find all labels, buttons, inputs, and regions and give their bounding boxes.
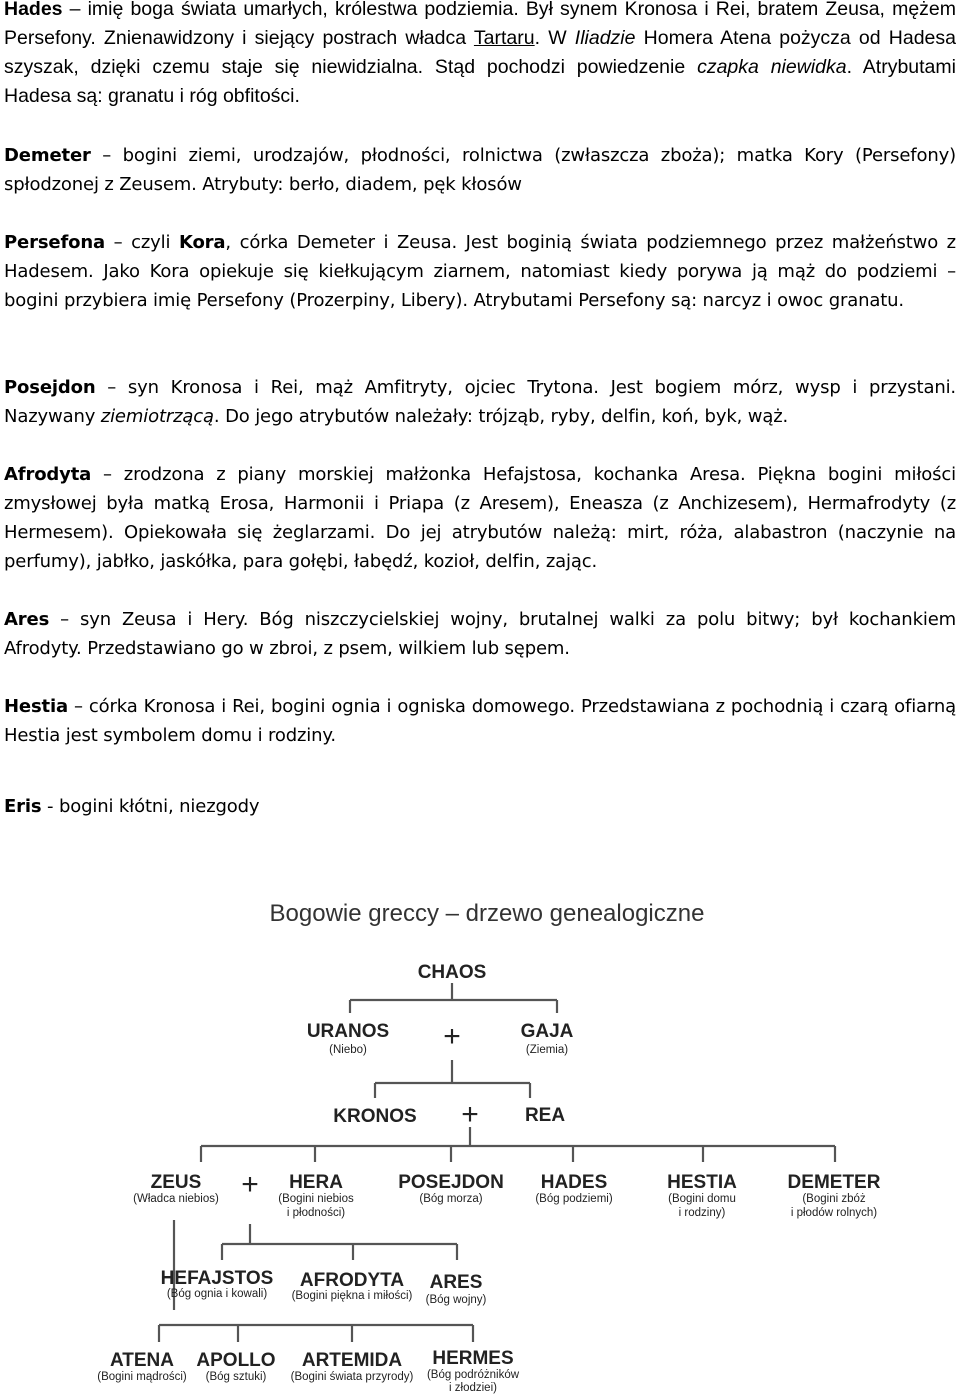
term-hestia: Hestia (4, 696, 69, 717)
term-kora: Kora (178, 232, 226, 253)
node-hefajstos-sub: (Bóg ognia i kowali) (166, 1288, 268, 1300)
term-persefona: Persefona (4, 232, 106, 253)
node-uranos-sub: (Niebo) (329, 1044, 367, 1056)
paragraph-persefona (4, 228, 956, 315)
paragraph-ares (4, 605, 956, 663)
node-hestia-sub-1: (Bogini domu (668, 1193, 736, 1205)
plus-kronos-rea: + (461, 1098, 479, 1131)
paragraph-hestia (4, 692, 956, 750)
node-posejdon-sub: (Bóg morza) (419, 1193, 483, 1205)
text-hades-4: . Atrybutami Hadesa są: granatu i róg obfitości. (4, 56, 956, 107)
node-apollo-sub: (Bóg sztuki) (205, 1371, 267, 1383)
node-demeter-sub-1: (Bogini zbóż (802, 1193, 866, 1205)
node-gaja-sub: (Ziemia) (525, 1044, 569, 1056)
node-gaja: GAJA (520, 1021, 574, 1042)
term-hades: Hades (4, 0, 63, 20)
node-artemida-sub: (Bogini świata przyrody) (290, 1371, 414, 1383)
link-tartar[interactable]: Tartaru (473, 27, 535, 49)
node-hefajstos: HEFAJSTOS (160, 1268, 274, 1289)
node-afrodyta-sub: (Bogini piękna i miłości) (291, 1290, 413, 1302)
node-apollo: APOLLO (196, 1350, 276, 1371)
node-hermes-sub-2: i złodziei) (449, 1382, 497, 1394)
text-ares: – syn Zeusa i Hery. Bóg niszczycielskiej wojny, brutalnej walki za polu bitwy; był kochankiem Afrodyty. Przedstawiano go w zbroi, z psem, wilkiem lub sępem. (4, 609, 956, 659)
paragraph-posejdon (4, 373, 956, 431)
plus-zeus-hera: + (241, 1168, 259, 1201)
text-persefona-1: – czyli (105, 232, 179, 253)
text-eris: - bogini kłótni, niezgody (41, 796, 260, 817)
node-hermes-sub-1: (Bóg podróżników (426, 1369, 520, 1381)
plus-uranos-gaja: + (443, 1020, 461, 1053)
node-hera: HERA (289, 1172, 343, 1193)
text-ziemiotrzaca: ziemiotrzącą (100, 406, 214, 427)
line-rea-children (201, 1127, 835, 1162)
node-posejdon: POSEJDON (398, 1172, 504, 1193)
text-afrodyta: – zrodzona z piany morskiej małżonka Hefajstosa, kochanka Aresa. Piękna bogini miłości zmysłowej była matką Erosa, Harmonii i Priapa (z Aresem), Eneasza (z Anchizesem), Hermafrodyty (z Hermesem). Opiekowała się żeglarzami. Do jej atrybutów należą: mirt, róża, alabastron (naczynie na perfumy), jabłko, jaskółka, para gołębi, łabędź, kozioł, delfin, zając. (4, 464, 956, 572)
node-hermes: HERMES (432, 1348, 514, 1369)
node-uranos: URANOS (306, 1021, 390, 1042)
node-hestia-sub-2: i rodziny) (678, 1207, 726, 1219)
text-hades-2: . W (534, 27, 575, 49)
node-hera-sub-2: i płodności) (286, 1207, 346, 1219)
node-demeter-sub-2: i płodów rolnych) (790, 1207, 878, 1219)
text-persefona-2: , córka Demeter i Zeusa. Jest boginią świata podziemnego przez małżeństwo z Hadesem. Jako Kora opiekuje się kiełkującym ziarnem, natomiast kiedy porywa ją mąż do podziemi – bogini przybiera imię Persefony (Prozerpiny, Libery). Atrybutami Persefony są: narcyz i owoc granatu. (4, 232, 956, 311)
node-artemida: ARTEMIDA (301, 1350, 403, 1371)
node-afrodyta: AFRODYTA (299, 1270, 405, 1291)
node-zeus-sub: (Władca niebios) (133, 1193, 219, 1205)
node-atena: ATENA (109, 1350, 175, 1371)
genealogy-tree (0, 880, 960, 1399)
text-demeter: – bogini ziemi, urodzajów, płodności, rolnictwa (zwłaszcza zboża); matka Kory (Persefony) spłodzonej z Zeusem. Atrybuty: berło, diadem, pęk kłosów (4, 145, 956, 195)
node-atena-sub: (Bogini mądrości) (97, 1371, 187, 1383)
text-hades-1: – imię boga świata umarłych, królestwa podziemia. Był synem Kronosa i Rei, bratem Zeusa, mężem Persefony. Znienawidzony i siejący postrach władca (4, 0, 956, 49)
line-gaja-children (375, 1060, 530, 1098)
paragraph-hades (4, 0, 956, 111)
text-posejdon-1: – syn Kronosa i Rei, mąż Amfitryty, ojciec Trytona. Jest bogiem mórz, wysp i przystani. Nazywany (4, 377, 956, 427)
term-eris: Eris (4, 796, 42, 817)
tree-title: Bogowie greccy – drzewo genealogiczne (269, 900, 705, 927)
text-cap: czapka niewidka (697, 56, 847, 78)
node-hades: HADES (540, 1172, 608, 1193)
node-demeter: DEMETER (787, 1172, 881, 1193)
node-hestia: HESTIA (667, 1172, 737, 1193)
line-zeus-hera-children (222, 1224, 457, 1260)
node-kronos: KRONOS (333, 1106, 417, 1127)
text-iliad: Iliadzie (574, 27, 636, 49)
node-ares-sub: (Bóg wojny) (425, 1294, 487, 1306)
node-rea: REA (524, 1105, 566, 1126)
term-demeter: Demeter (4, 145, 91, 166)
term-ares: Ares (4, 609, 50, 630)
text-posejdon-2: . Do jego atrybutów należały: trójząb, ryby, delfin, koń, byk, wąż. (213, 406, 789, 427)
node-zeus: ZEUS (150, 1172, 202, 1193)
paragraph-eris (4, 792, 956, 821)
text-hestia: – córka Kronosa i Rei, bogini ognia i ogniska domowego. Przedstawiana z pochodnią i czarą ofiarną Hestia jest symbolem domu i rodziny. (4, 696, 956, 746)
term-posejdon: Posejdon (4, 377, 96, 398)
node-chaos: CHAOS (417, 962, 487, 983)
node-hades-sub: (Bóg podziemi) (535, 1193, 613, 1205)
text-hades-3: Homera Atena pożycza od Hadesa szyszak, dzięki czemu staje się niewidzialna. Stąd pochodzi powiedzenie (4, 27, 956, 78)
node-hera-sub-1: (Bogini niebios (278, 1193, 354, 1205)
paragraph-demeter (4, 141, 956, 199)
paragraph-afrodyta (4, 460, 956, 576)
node-ares: ARES (429, 1272, 483, 1293)
term-afrodyta: Afrodyta (4, 464, 92, 485)
line-chaos-split (350, 983, 557, 1013)
